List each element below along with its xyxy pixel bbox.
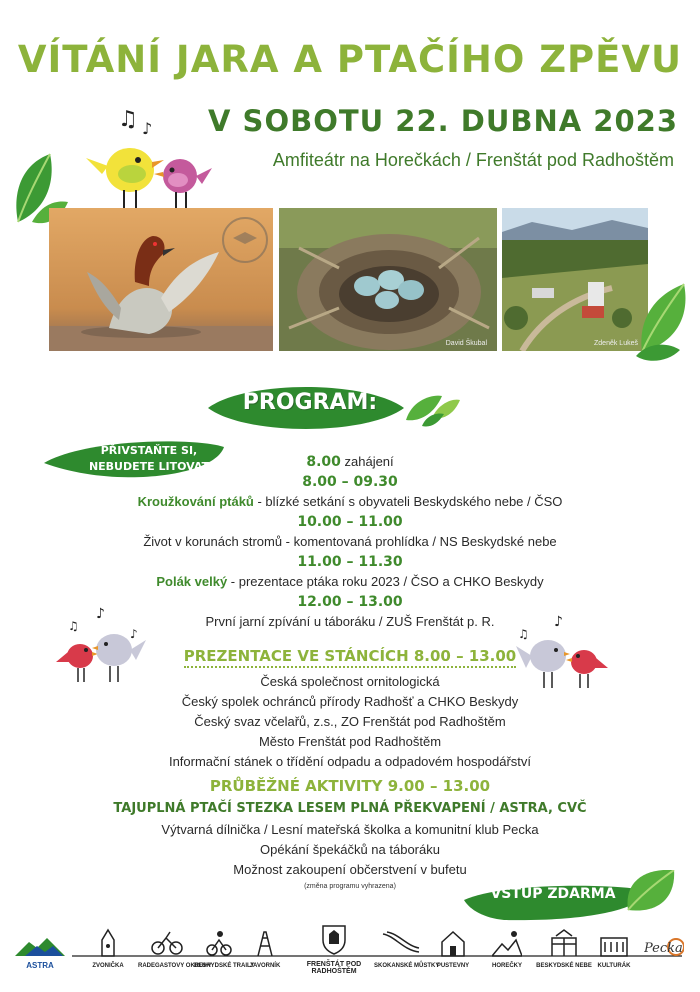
astra-label: ASTRA	[26, 961, 54, 970]
footer-label: SKOKANSKÉ MŮSTKY	[374, 963, 440, 969]
trails-logo	[194, 928, 255, 970]
leaf-right-icon	[628, 280, 690, 364]
svg-text:♪: ♪	[130, 627, 138, 641]
astra-mountain-icon	[15, 936, 65, 956]
event-venue: Amfiteátr na Horečkách / Frenštát pod Radhoštěm	[272, 150, 674, 170]
tagline-line-2: NEBUDETE LITOVAT	[88, 460, 210, 473]
singing-birds-icon	[80, 104, 216, 214]
footer-label: BESKYDSKÉ NEBE	[536, 963, 592, 969]
program-heading: PROGRAM:	[242, 390, 378, 415]
hills-icon	[492, 928, 522, 958]
footer-label: HOREČKY	[491, 963, 522, 969]
beskydske-nebe-logo	[536, 928, 592, 970]
opening-time: 8.00	[306, 454, 341, 470]
singing-time: 12.00 – 13.00	[297, 594, 403, 610]
chalet-icon	[438, 928, 468, 958]
cyclist-icon	[150, 928, 184, 958]
bell-tower-icon	[98, 928, 118, 958]
aerial-photo-credit: Zdeněk Lukeš	[594, 340, 638, 347]
bird-trail-line: TAJUPLNÁ PTAČÍ STEZKA LESEM PLNÁ PŘEKVAPENÍ / ASTRA, CVČ	[113, 801, 587, 816]
pecka-label: Pecka	[644, 941, 683, 956]
event-date: V SOBOTU 22. DUBNA 2023	[208, 104, 678, 138]
svg-text:♪: ♪	[96, 606, 105, 622]
small-leaves-icon	[402, 388, 462, 428]
footer-label: KULTURÁK	[597, 963, 631, 969]
footer-label: FRENŠTÁT POD RADHOŠTĚM	[306, 961, 362, 975]
stand-item: Česká společnost ornitologická	[260, 674, 440, 689]
svg-text:♫: ♫	[68, 619, 79, 633]
activities-heading: PRŮBĚŽNÉ AKTIVITY 9.00 – 13.00	[209, 777, 491, 795]
footer-label: JAVORNÍK	[249, 963, 281, 969]
partners-footer	[14, 928, 686, 984]
stands-section	[0, 646, 700, 668]
svg-text:♫: ♫	[118, 107, 138, 132]
building-icon	[599, 928, 629, 958]
canopy-desc: Život v korunách stromů - komentovaná prohlídka / NS Beskydské nebe	[143, 534, 557, 549]
footer-label: BESKYDSKÉ TRAILY	[194, 963, 255, 969]
ringing-title: Kroužkování ptáků	[137, 494, 254, 509]
activity-item: Výtvarná dílnička / Lesní mateřská školka a komunitní klub Pecka	[161, 822, 539, 837]
canopy-time: 10.00 – 11.00	[297, 514, 403, 530]
stand-item: Informační stánek o třídění odpadu a odpadovém hospodářství	[168, 754, 532, 769]
treetop-walk-icon	[548, 928, 580, 958]
bike-trail-icon	[204, 928, 234, 958]
pecka-logo	[642, 934, 686, 965]
kulturak-logo	[592, 928, 636, 970]
footer-label: RADEGASTOVY OKRUHY	[138, 963, 212, 969]
astra-logo	[14, 936, 66, 970]
duck-photo	[49, 208, 273, 351]
event-title: VÍTÁNÍ JARA A PTAČÍHO ZPĚVU	[17, 38, 683, 81]
svg-text:♪: ♪	[142, 119, 153, 138]
stand-item: Český svaz včelařů, z.s., ZO Frenštát pod Radhoštěm	[194, 714, 506, 729]
horecky-logo	[484, 928, 530, 970]
zvonicka-logo	[86, 928, 130, 970]
program-change-note: (změna programu vyhrazena)	[304, 883, 396, 890]
pochard-title: Polák velký	[156, 574, 228, 589]
singing-desc: První jarní zpívání u táboráku / ZUŠ Frenštát p. R.	[205, 614, 495, 629]
frenstat-logo	[296, 922, 372, 975]
town-crest-icon	[319, 922, 349, 956]
footer-label: PUSTEVNY	[436, 963, 470, 969]
ringing-row	[0, 492, 700, 512]
nest-photo	[279, 208, 497, 351]
opening-label: zahájení	[344, 454, 394, 469]
ski-jump-icon	[381, 928, 421, 958]
pochard-row	[0, 572, 700, 592]
pochard-time: 11.00 – 11.30	[297, 554, 403, 570]
stands-heading: PREZENTACE VE STÁNCÍCH 8.00 – 13.00	[184, 646, 517, 668]
ringing-desc: - blízké setkání s obyvateli Beskydského nebe / ČSO	[253, 494, 563, 509]
pecka-icon	[644, 934, 684, 960]
ski-jumps-logo	[374, 928, 440, 970]
lookout-tower-icon	[252, 928, 278, 958]
svg-text:♪: ♪	[554, 614, 563, 630]
ringing-time: 8.00 – 09.30	[302, 474, 398, 490]
opening-row	[0, 452, 700, 472]
radegast-logo	[138, 928, 212, 970]
activity-item: Možnost zakoupení občerstvení v bufetu	[233, 862, 467, 877]
nest-photo-credit: David Škubal	[445, 340, 487, 347]
aerial-photo	[502, 208, 648, 351]
free-entry-label: VSTUP ZDARMA	[490, 886, 616, 902]
tagline-line-1: PŘIVSTAŇTE SI,	[100, 444, 198, 457]
pochard-desc: - prezentace ptáka roku 2023 / ČSO a CHKO Beskydy	[227, 574, 544, 589]
javornik-logo	[242, 928, 288, 970]
pustevny-logo	[430, 928, 476, 970]
stands-list	[0, 672, 700, 772]
svg-text:♫: ♫	[518, 627, 529, 641]
activity-item: Opékání špekáčků na táboráku	[260, 842, 440, 857]
footer-label: ZVONIČKA	[92, 963, 124, 969]
stand-item: Český spolek ochránců přírody Radhošť a CHKO Beskydy	[181, 694, 519, 709]
stand-item: Město Frenštát pod Radhoštěm	[258, 734, 442, 749]
